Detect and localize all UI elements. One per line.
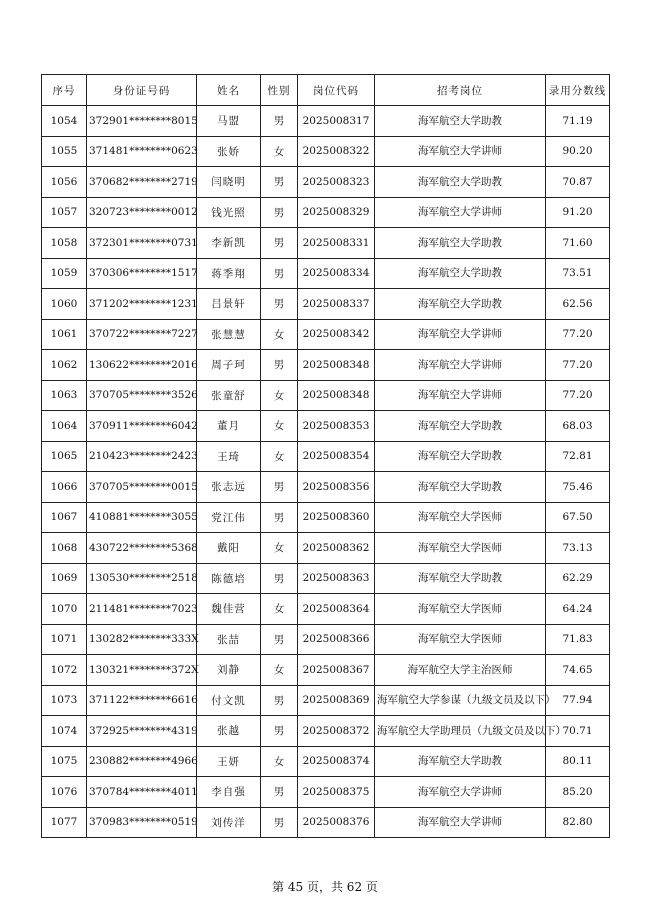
gender-cell: 男 bbox=[261, 685, 298, 716]
name-cell: 闫晓明 bbox=[197, 167, 261, 198]
position-code-cell: 2025008375 bbox=[298, 777, 375, 808]
table-row bbox=[42, 533, 610, 564]
serial-cell: 1054 bbox=[42, 106, 87, 137]
serial-cell: 1069 bbox=[42, 563, 87, 594]
table-row bbox=[42, 685, 610, 716]
position-cell: 海军航空大学主治医师 bbox=[375, 655, 546, 686]
name-cell: 张娇 bbox=[197, 136, 261, 167]
position-cell: 海军航空大学讲师 bbox=[375, 136, 546, 167]
gender-cell: 男 bbox=[261, 777, 298, 808]
score-cell: 77.20 bbox=[546, 380, 610, 411]
gender-cell: 男 bbox=[261, 258, 298, 289]
header-serial: 序号 bbox=[42, 75, 87, 106]
name-cell: 魏佳营 bbox=[197, 594, 261, 625]
score-cell: 77.20 bbox=[546, 319, 610, 350]
id-number-cell: 370722********7227 bbox=[87, 319, 197, 350]
id-number-cell: 370911********6042 bbox=[87, 411, 197, 442]
id-number-cell: 370705********0015 bbox=[87, 472, 197, 503]
name-cell: 李自强 bbox=[197, 777, 261, 808]
position-code-cell: 2025008376 bbox=[298, 807, 375, 838]
score-cell: 91.20 bbox=[546, 197, 610, 228]
score-cell: 85.20 bbox=[546, 777, 610, 808]
table-row bbox=[42, 563, 610, 594]
name-cell: 陈德培 bbox=[197, 563, 261, 594]
position-cell: 海军航空大学医师 bbox=[375, 502, 546, 533]
gender-cell: 男 bbox=[261, 228, 298, 259]
id-number-cell: 130282********333X bbox=[87, 624, 197, 655]
name-cell: 张志远 bbox=[197, 472, 261, 503]
table-row bbox=[42, 289, 610, 320]
name-cell: 马盟 bbox=[197, 106, 261, 137]
position-cell: 海军航空大学助教 bbox=[375, 441, 546, 472]
position-cell: 海军航空大学讲师 bbox=[375, 319, 546, 350]
table-row bbox=[42, 411, 610, 442]
serial-cell: 1060 bbox=[42, 289, 87, 320]
header-id-number: 身份证号码 bbox=[87, 75, 197, 106]
name-cell: 付文凯 bbox=[197, 685, 261, 716]
name-cell: 王琦 bbox=[197, 441, 261, 472]
score-cell: 77.20 bbox=[546, 350, 610, 381]
position-cell: 海军航空大学助教 bbox=[375, 411, 546, 442]
name-cell: 周子珂 bbox=[197, 350, 261, 381]
id-number-cell: 230882********4966 bbox=[87, 746, 197, 777]
id-number-cell: 370705********3526 bbox=[87, 380, 197, 411]
position-code-cell: 2025008367 bbox=[298, 655, 375, 686]
serial-cell: 1061 bbox=[42, 319, 87, 350]
header-position: 招考岗位 bbox=[375, 75, 546, 106]
position-code-cell: 2025008329 bbox=[298, 197, 375, 228]
score-cell: 80.11 bbox=[546, 746, 610, 777]
serial-cell: 1072 bbox=[42, 655, 87, 686]
table-row bbox=[42, 807, 610, 838]
gender-cell: 男 bbox=[261, 716, 298, 747]
table-row bbox=[42, 746, 610, 777]
position-cell: 海军航空大学助教 bbox=[375, 228, 546, 259]
serial-cell: 1063 bbox=[42, 380, 87, 411]
table-row bbox=[42, 502, 610, 533]
gender-cell: 女 bbox=[261, 319, 298, 350]
table-row bbox=[42, 319, 610, 350]
score-cell: 90.20 bbox=[546, 136, 610, 167]
name-cell: 李新凯 bbox=[197, 228, 261, 259]
serial-cell: 1067 bbox=[42, 502, 87, 533]
serial-cell: 1068 bbox=[42, 533, 87, 564]
name-cell: 刘静 bbox=[197, 655, 261, 686]
score-cell: 71.83 bbox=[546, 624, 610, 655]
table-row bbox=[42, 716, 610, 747]
gender-cell: 女 bbox=[261, 533, 298, 564]
id-number-cell: 371122********6616 bbox=[87, 685, 197, 716]
position-code-cell: 2025008363 bbox=[298, 563, 375, 594]
table-row bbox=[42, 197, 610, 228]
id-number-cell: 371202********1231 bbox=[87, 289, 197, 320]
position-cell: 海军航空大学讲师 bbox=[375, 807, 546, 838]
position-code-cell: 2025008366 bbox=[298, 624, 375, 655]
position-cell: 海军航空大学讲师 bbox=[375, 777, 546, 808]
score-cell: 62.29 bbox=[546, 563, 610, 594]
score-cell: 73.51 bbox=[546, 258, 610, 289]
id-number-cell: 130530********2518 bbox=[87, 563, 197, 594]
position-code-cell: 2025008353 bbox=[298, 411, 375, 442]
name-cell: 张慧慧 bbox=[197, 319, 261, 350]
gender-cell: 男 bbox=[261, 106, 298, 137]
gender-cell: 女 bbox=[261, 441, 298, 472]
name-cell: 戴阳 bbox=[197, 533, 261, 564]
score-cell: 68.03 bbox=[546, 411, 610, 442]
position-cell: 海军航空大学医师 bbox=[375, 594, 546, 625]
table-row bbox=[42, 350, 610, 381]
id-number-cell: 370784********4011 bbox=[87, 777, 197, 808]
id-number-cell: 320723********0012 bbox=[87, 197, 197, 228]
position-code-cell: 2025008369 bbox=[298, 685, 375, 716]
table-row bbox=[42, 594, 610, 625]
name-cell: 董月 bbox=[197, 411, 261, 442]
position-cell: 海军航空大学讲师 bbox=[375, 197, 546, 228]
header-name: 姓名 bbox=[197, 75, 261, 106]
name-cell: 党江伟 bbox=[197, 502, 261, 533]
score-cell: 67.50 bbox=[546, 502, 610, 533]
score-cell: 71.60 bbox=[546, 228, 610, 259]
gender-cell: 女 bbox=[261, 594, 298, 625]
gender-cell: 男 bbox=[261, 624, 298, 655]
score-cell: 77.94 bbox=[546, 685, 610, 716]
score-cell: 75.46 bbox=[546, 472, 610, 503]
serial-cell: 1070 bbox=[42, 594, 87, 625]
position-cell: 海军航空大学参谋（九级文员及以下） bbox=[375, 685, 546, 716]
position-cell: 海军航空大学助教 bbox=[375, 472, 546, 503]
score-cell: 70.87 bbox=[546, 167, 610, 198]
results-table bbox=[41, 74, 610, 838]
id-number-cell: 370306********1517 bbox=[87, 258, 197, 289]
table-row bbox=[42, 167, 610, 198]
serial-cell: 1073 bbox=[42, 685, 87, 716]
id-number-cell: 210423********2423 bbox=[87, 441, 197, 472]
position-code-cell: 2025008322 bbox=[298, 136, 375, 167]
table-row bbox=[42, 472, 610, 503]
position-code-cell: 2025008317 bbox=[298, 106, 375, 137]
id-number-cell: 370682********2719 bbox=[87, 167, 197, 198]
table-row bbox=[42, 136, 610, 167]
serial-cell: 1065 bbox=[42, 441, 87, 472]
score-cell: 71.19 bbox=[546, 106, 610, 137]
position-code-cell: 2025008348 bbox=[298, 350, 375, 381]
position-code-cell: 2025008356 bbox=[298, 472, 375, 503]
score-cell: 74.65 bbox=[546, 655, 610, 686]
serial-cell: 1074 bbox=[42, 716, 87, 747]
serial-cell: 1076 bbox=[42, 777, 87, 808]
position-code-cell: 2025008372 bbox=[298, 716, 375, 747]
position-cell: 海军航空大学助教 bbox=[375, 106, 546, 137]
gender-cell: 女 bbox=[261, 136, 298, 167]
position-code-cell: 2025008337 bbox=[298, 289, 375, 320]
serial-cell: 1066 bbox=[42, 472, 87, 503]
gender-cell: 男 bbox=[261, 807, 298, 838]
name-cell: 王妍 bbox=[197, 746, 261, 777]
table-row bbox=[42, 380, 610, 411]
table-body bbox=[42, 106, 610, 838]
position-cell: 海军航空大学助教 bbox=[375, 563, 546, 594]
position-code-cell: 2025008323 bbox=[298, 167, 375, 198]
gender-cell: 女 bbox=[261, 411, 298, 442]
gender-cell: 男 bbox=[261, 350, 298, 381]
table-row bbox=[42, 655, 610, 686]
position-cell: 海军航空大学助教 bbox=[375, 258, 546, 289]
table-row bbox=[42, 777, 610, 808]
gender-cell: 男 bbox=[261, 502, 298, 533]
header-position-code: 岗位代码 bbox=[298, 75, 375, 106]
position-cell: 海军航空大学助教 bbox=[375, 746, 546, 777]
page-footer: 第 45 页，共 62 页 bbox=[272, 880, 378, 894]
position-cell: 海军航空大学医师 bbox=[375, 624, 546, 655]
position-cell: 海军航空大学助教 bbox=[375, 167, 546, 198]
id-number-cell: 370983********0519 bbox=[87, 807, 197, 838]
score-cell: 73.13 bbox=[546, 533, 610, 564]
header-row bbox=[42, 75, 610, 106]
header-score: 录用分数线 bbox=[546, 75, 610, 106]
serial-cell: 1057 bbox=[42, 197, 87, 228]
table-row bbox=[42, 624, 610, 655]
name-cell: 张越 bbox=[197, 716, 261, 747]
score-cell: 72.81 bbox=[546, 441, 610, 472]
gender-cell: 女 bbox=[261, 380, 298, 411]
position-cell: 海军航空大学讲师 bbox=[375, 350, 546, 381]
gender-cell: 男 bbox=[261, 197, 298, 228]
position-cell: 海军航空大学医师 bbox=[375, 533, 546, 564]
serial-cell: 1075 bbox=[42, 746, 87, 777]
score-cell: 82.80 bbox=[546, 807, 610, 838]
table-row bbox=[42, 228, 610, 259]
position-code-cell: 2025008354 bbox=[298, 441, 375, 472]
position-code-cell: 2025008364 bbox=[298, 594, 375, 625]
gender-cell: 女 bbox=[261, 655, 298, 686]
position-code-cell: 2025008331 bbox=[298, 228, 375, 259]
serial-cell: 1064 bbox=[42, 411, 87, 442]
score-cell: 70.71 bbox=[546, 716, 610, 747]
serial-cell: 1056 bbox=[42, 167, 87, 198]
score-cell: 62.56 bbox=[546, 289, 610, 320]
position-code-cell: 2025008374 bbox=[298, 746, 375, 777]
gender-cell: 男 bbox=[261, 289, 298, 320]
name-cell: 张童舒 bbox=[197, 380, 261, 411]
score-cell: 64.24 bbox=[546, 594, 610, 625]
serial-cell: 1058 bbox=[42, 228, 87, 259]
serial-cell: 1062 bbox=[42, 350, 87, 381]
name-cell: 刘传洋 bbox=[197, 807, 261, 838]
serial-cell: 1071 bbox=[42, 624, 87, 655]
serial-cell: 1059 bbox=[42, 258, 87, 289]
position-cell: 海军航空大学助理员（九级文员及以下） bbox=[375, 716, 546, 747]
position-code-cell: 2025008334 bbox=[298, 258, 375, 289]
serial-cell: 1077 bbox=[42, 807, 87, 838]
name-cell: 张喆 bbox=[197, 624, 261, 655]
position-code-cell: 2025008360 bbox=[298, 502, 375, 533]
gender-cell: 男 bbox=[261, 563, 298, 594]
id-number-cell: 430722********5368 bbox=[87, 533, 197, 564]
position-cell: 海军航空大学讲师 bbox=[375, 380, 546, 411]
id-number-cell: 371481********0623 bbox=[87, 136, 197, 167]
gender-cell: 男 bbox=[261, 167, 298, 198]
position-cell: 海军航空大学助教 bbox=[375, 289, 546, 320]
table-row bbox=[42, 441, 610, 472]
name-cell: 吕景轩 bbox=[197, 289, 261, 320]
table-row bbox=[42, 106, 610, 137]
position-code-cell: 2025008348 bbox=[298, 380, 375, 411]
name-cell: 钱光照 bbox=[197, 197, 261, 228]
id-number-cell: 372301********0731 bbox=[87, 228, 197, 259]
position-code-cell: 2025008362 bbox=[298, 533, 375, 564]
id-number-cell: 372925********4319 bbox=[87, 716, 197, 747]
name-cell: 蒋季翔 bbox=[197, 258, 261, 289]
header-gender: 性别 bbox=[261, 75, 298, 106]
gender-cell: 女 bbox=[261, 746, 298, 777]
gender-cell: 男 bbox=[261, 472, 298, 503]
id-number-cell: 410881********3055 bbox=[87, 502, 197, 533]
id-number-cell: 211481********7023 bbox=[87, 594, 197, 625]
id-number-cell: 130622********2016 bbox=[87, 350, 197, 381]
table-row bbox=[42, 258, 610, 289]
position-code-cell: 2025008342 bbox=[298, 319, 375, 350]
id-number-cell: 130321********372X bbox=[87, 655, 197, 686]
serial-cell: 1055 bbox=[42, 136, 87, 167]
id-number-cell: 372901********8015 bbox=[87, 106, 197, 137]
